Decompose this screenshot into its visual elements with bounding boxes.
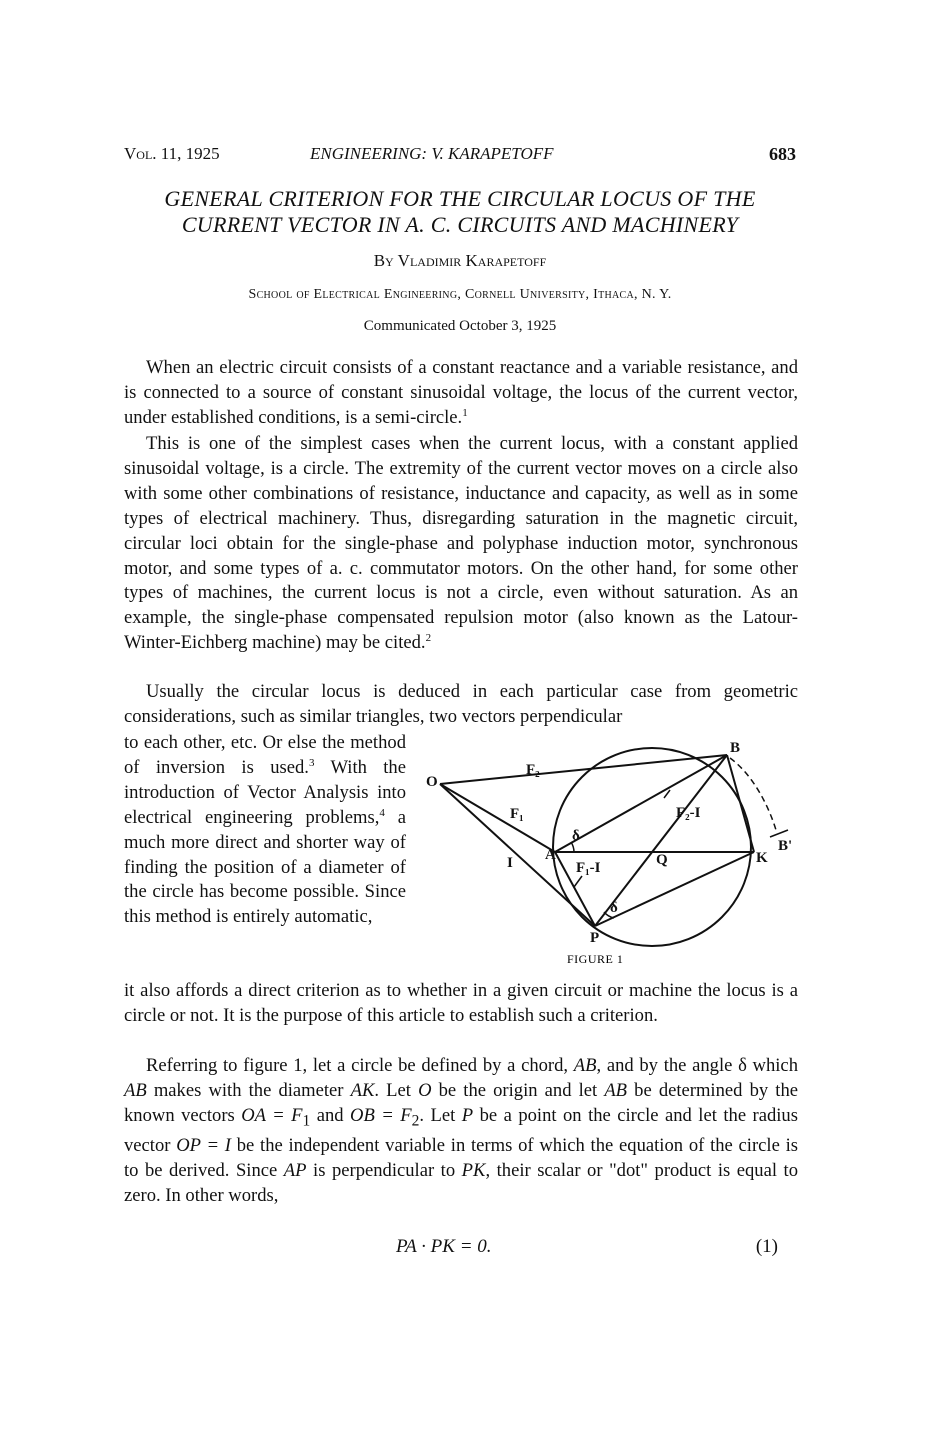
paragraph-1: [124, 356, 798, 431]
b-prime-tick: [770, 830, 788, 837]
paragraph-3-wrapped: [124, 731, 406, 930]
line-pk: [595, 852, 754, 926]
footnote-ref-3: 3: [308, 756, 315, 769]
p4-math-ob: OB = F: [350, 1104, 412, 1126]
vector-f2-label: F₂: [526, 762, 540, 778]
paragraph-4: [124, 1054, 798, 1209]
paragraph-1-text: When an electric circuit consists of a constant reactance and a variable resistance, and is connected to a source of constant sinusoidal voltage, the locus of the current vector, under established conditions, is a semi-circle.: [124, 357, 798, 428]
p4-math-p: P: [461, 1104, 474, 1126]
volume-label: Vol. 11, 1925: [124, 144, 220, 163]
p4-text-6: be determined by the known vectors: [124, 1079, 798, 1126]
p4-math-o: O: [418, 1079, 432, 1101]
equation-1: [124, 1236, 796, 1262]
p4-sub-2: 2: [411, 1112, 420, 1130]
p4-math-ab-2: AB: [124, 1079, 147, 1101]
p4-math-ap: AP: [283, 1160, 307, 1182]
communicated-date: Communicated October 3, 1925: [363, 318, 557, 334]
paragraph-2-text: This is one of the simplest cases when the current locus, with a constant applied sinusoidal voltage, is a circle. The extremity of the current vector moves on a circle also with some other combinations of resistance, inductance and capacity, as well as in some types of electrical machinery. Thus, disregarding saturation in the magnetic circuit, circular loci obtain for the single-phase and polyphase induction motor, synchronous motor, and some types of a. c. commutator motors. On the other hand, for some other types of machines, the current locus is not a circle, even without saturation. As an example, the single-phase compensated repulsion motor (also known as the Latour-Winter-Eichberg machine) may be cited.: [124, 433, 798, 654]
f2-minus-i-label: F₂-I: [676, 805, 701, 821]
locus-circle: [553, 748, 751, 946]
equation-number: (1): [755, 1236, 778, 1257]
title-line-1: GENERAL CRITERION FOR THE CIRCULAR LOCUS OF THE: [164, 186, 756, 211]
p4-text-1: Referring to figure 1, let a circle be defined by a chord,: [146, 1055, 574, 1076]
footnote-ref-1: 1: [462, 406, 468, 419]
p4-text-10: be the independent variable in terms of which the equation of the circle is to be derived. Since: [124, 1135, 798, 1182]
point-p-label: P: [590, 930, 600, 946]
f1-i-tick: [574, 876, 582, 887]
running-title: ENGINEERING: V. KARAPETOFF: [310, 144, 554, 163]
p4-text-3: makes with the diameter: [146, 1079, 351, 1101]
title-line-2: CURRENT VECTOR IN A. C. CIRCUITS AND MACHINERY: [181, 212, 739, 237]
paragraph-3-lead-text: Usually the circular locus is deduced in each particular case from geometric considerations, such as similar triangles, two vectors perpendicular: [124, 681, 798, 727]
point-a-label: A: [545, 847, 556, 863]
figure-1: [412, 734, 812, 974]
delta-label-p: δ: [610, 900, 618, 916]
author-byline: By Vladimir Karapetoff: [373, 251, 547, 270]
point-b-prime-label: B': [778, 838, 793, 854]
paragraph-2: [124, 432, 798, 656]
p4-text-12: , their scalar or "dot" product is equal to zero. In other words,: [124, 1160, 799, 1207]
p4-math-pk: PK: [461, 1160, 486, 1182]
p4-sub-1: 1: [302, 1112, 311, 1130]
p4-text-9: be a point on the circle and let the radius vector: [124, 1104, 798, 1157]
p4-text-7: and: [310, 1104, 351, 1126]
delta-label-a: δ: [572, 828, 580, 844]
p4-text-2: , and by the angle δ which: [596, 1055, 798, 1076]
p4-math-ab-1: AB: [573, 1055, 597, 1076]
footnote-ref-2: 2: [425, 632, 432, 645]
paragraph-3-lead: [124, 680, 798, 730]
point-b-label: B: [730, 740, 741, 756]
f1-minus-i-label: F₁-I: [576, 860, 601, 876]
p4-math-ab-3: AB: [604, 1079, 628, 1101]
p4-text-5: be the origin and let: [431, 1079, 605, 1101]
footnote-ref-4: 4: [379, 806, 385, 819]
p4-math-op: OP = I: [176, 1135, 231, 1157]
vector-i-label: I: [507, 855, 513, 871]
author-affiliation: School of Electrical Engineering, Cornell University, Ithaca, N. Y.: [248, 287, 672, 302]
point-q-label: Q: [656, 852, 668, 868]
paragraph-3-tail-text: it also affords a direct criterion as to whether in a given circuit or machine the locus is a circle or not. It is the purpose of this article to establish such a criterion.: [124, 980, 798, 1026]
f2-i-tick: [664, 790, 670, 798]
p4-math-oa: OA = F: [241, 1104, 303, 1126]
line-bk: [727, 755, 754, 852]
article-title: [118, 186, 802, 238]
point-k-label: K: [756, 850, 768, 866]
paragraph-3-text-a: to each other, etc. Or else the method of inversion is used.: [124, 732, 406, 778]
vector-f1-label: F₁: [510, 806, 524, 822]
page-number: 683: [769, 144, 796, 164]
p4-text-8: . Let: [419, 1104, 462, 1126]
equation-expression: PA · PK = 0.: [396, 1236, 492, 1257]
circle-locus-diagram: [412, 734, 812, 974]
paragraph-3-text-c: a much more direct and shorter way of finding the position of a diameter of the circle has become possible. Since this method is entirely automatic,: [124, 806, 406, 928]
p4-text-4: . Let: [374, 1079, 419, 1101]
paragraph-3-text-b: With the introduction of Vector Analysis into electrical engineering problems,: [124, 756, 406, 828]
p4-math-ak: AK: [350, 1079, 375, 1101]
point-o-label: O: [426, 774, 438, 790]
figure-caption: FIGURE 1: [567, 952, 624, 966]
running-header: [124, 144, 796, 170]
vector-f1-line: [440, 784, 555, 852]
paragraph-3-tail: [124, 979, 798, 1029]
p4-text-11: is perpendicular to: [306, 1160, 462, 1182]
